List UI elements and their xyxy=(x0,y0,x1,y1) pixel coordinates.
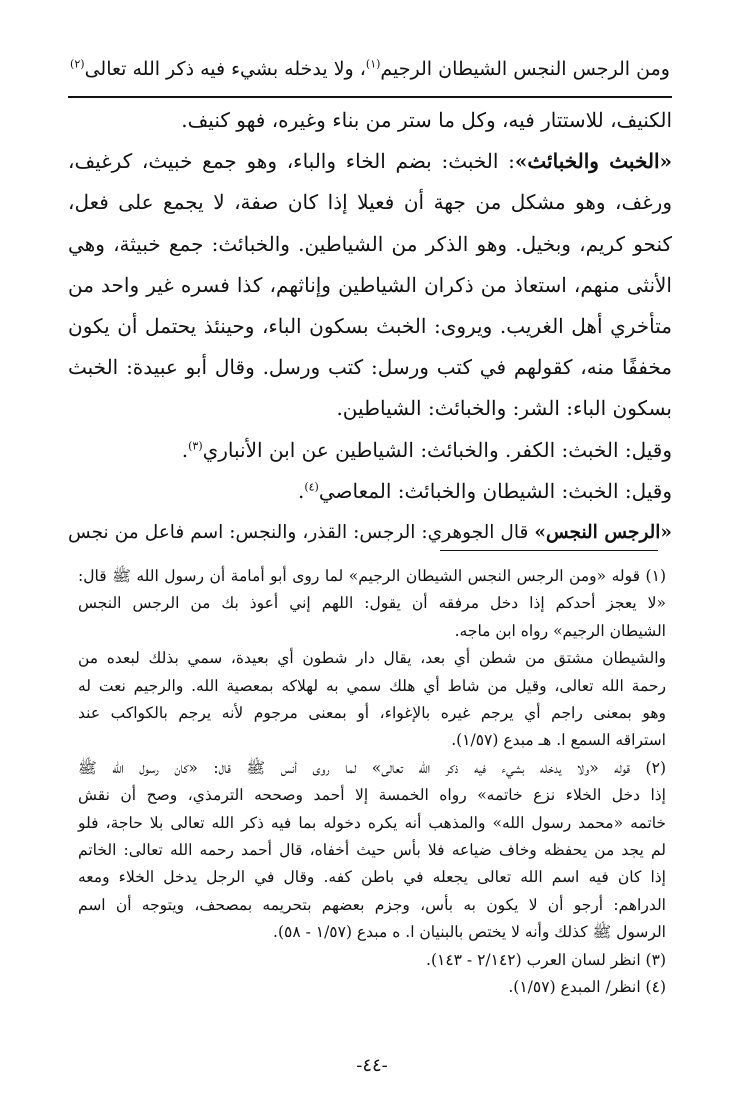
footnote-line: الدراهم: أرجو أن لا يكون به بأس، وجزم بعضهم بتحريمه بمصحف، ويتوجه أن اسم xyxy=(78,895,666,914)
footnote-line: رحمة الله تعالى، وقيل من شاط أي هلك سمي به لهلاكه بمعصية الله. والرجيم نعت له xyxy=(78,676,666,695)
footnote-line: استراقه السمع ا. هـ مبدع (١/٥٧). xyxy=(451,731,666,750)
footnote-line: الرسول ﷺ كذلك وأنه لا يختص بالبنيان ا. ه مبدع (١/٥٧ - ٥٨). xyxy=(273,923,666,942)
footnote-line: إذا كان فيه اسم الله تعالى يجعله في باطن كفه. وقال في الرجل يدخل الخلاء ومعه xyxy=(78,868,666,887)
body-line-text: وقيل: الخبث: الكفر. والخبائث: الشياطين عن ابن الأنباري xyxy=(202,437,672,462)
footnote-line: (٢) قوله «ولا يدخله بشيء فيه ذكر الله تعالى» لما روى أنس ﷺ قال: «كان رسول الله ﷺ xyxy=(78,758,666,777)
body-line-text: قال الجوهري: الرجس: القذر، والنجس: اسم فاعل من نجس xyxy=(68,522,535,544)
running-header xyxy=(68,58,672,98)
body-line xyxy=(68,512,672,553)
body-line: كنحو كريم، وبخيل. وهو الذكر من الشياطين. والخبائث: جمع خبيثة، وهي xyxy=(68,231,672,256)
body-line-text: : الخبث: بضم الخاء والباء، وهو جمع خبيث، كرغيف، xyxy=(68,149,515,174)
main-text xyxy=(68,100,672,553)
footnote-line: الشيطان الرجيم» رواه ابن ماجه. xyxy=(454,621,666,640)
footnote-ref-4[interactable]: (٤) xyxy=(304,480,319,494)
footnote-line: والشيطان مشتق من شطن أي بعد، يقال دار شطون أي بعيدة، سمي بذلك لبعده من xyxy=(78,649,666,668)
body-line-text: وقيل: الخبث: الشيطان والخبائث: المعاصي xyxy=(318,478,672,503)
body-line: الكنيف، للاستتار فيه، وكل ما ستر من بناء وغيره، فهو كنيف. xyxy=(181,108,672,132)
footnote-ref-1[interactable]: (١) xyxy=(365,57,381,71)
footnote-line: إذا دخل الخلاء نزع خاتمه» رواه الخمسة إلا أحمد وصححه الترمذي، وصح أن نقش xyxy=(78,786,666,805)
footnote-line: لم يجد من يحفظه وخاف ضياعه فلا بأس حيث أخفاه، قال أحمد رحمه الله تعالى: الخاتم xyxy=(78,841,666,860)
footnote-line: «لا يعجز أحدكم إذا دخل مرفقه أن يقول: اللهم إني أعوذ بك من الرجس النجس xyxy=(78,594,666,613)
footnote-line: وهو بمعنى راجم أي يرجم غيره بالإغواء، أو بمعنى مرجوم لأنه يرجم بالكواكب عند xyxy=(78,704,666,723)
body-line xyxy=(68,141,672,182)
header-divider xyxy=(68,96,672,98)
footnote-divider xyxy=(440,550,658,551)
body-line: متأخري أهل الغريب. ويروى: الخبث بسكون الباء، وحينئذ يحتمل أن يكون xyxy=(68,314,672,339)
footnote-line: خاتمه «محمد رسول الله» والمذهب أنه يكره دخوله بما فيه ذكر الله تعالى بلا حاجة، فلو xyxy=(78,813,666,832)
header-text-part2: ، ولا يدخله بشيء فيه ذكر الله تعالى xyxy=(84,58,366,80)
footnote-line: (٣) انظر لسان العرب (٢/١٤٢ - ١٤٣). xyxy=(426,950,666,969)
footnote-ref-3[interactable]: (٣) xyxy=(188,438,203,452)
keyword-khubth: «الخبث والخبائث» xyxy=(514,149,673,174)
page-number: -٤٤- xyxy=(356,1055,388,1076)
body-line: وقيل: الخبث: الكفر. والخبائث: الشياطين عن ابن الأنباري$^{(٣)}$. xyxy=(181,437,672,462)
body-line: ورغف، وهو مشكل من جهة أن فعيلا إذا كان صفة، لا يجمع على فعل، xyxy=(68,190,672,215)
footnote-ref-2[interactable]: (٢) xyxy=(70,57,85,71)
footnote-line: (٤) انظر/ المبدع (١/٥٧). xyxy=(508,978,666,997)
keyword-rijs: «الرجس النجس» xyxy=(534,522,672,544)
body-line: وقيل: الخبث: الشيطان والخبائث: المعاصي$^{(٤)}$. xyxy=(297,478,672,503)
body-line: الأنثى منهم، استعاذ من ذكران الشياطين وإناثهم، كذا فسره غير واحد من xyxy=(68,272,672,297)
footnote-line: (١) قوله «ومن الرجس النجس الشيطان الرجيم» لما روى أبو أمامة أن رسول الله ﷺ قال: xyxy=(78,567,666,585)
footnotes xyxy=(78,563,666,1002)
header-text-part1: ومن الرجس النجس الشيطان الرجيم xyxy=(380,58,670,80)
body-line: بسكون الباء: الشر: والخبائث: الشياطين. xyxy=(336,396,672,421)
body-line: مخففًا منه، كقولهم في كتب ورسل: كتب ورسل. وقال أبو عبيدة: الخبث xyxy=(68,355,672,380)
